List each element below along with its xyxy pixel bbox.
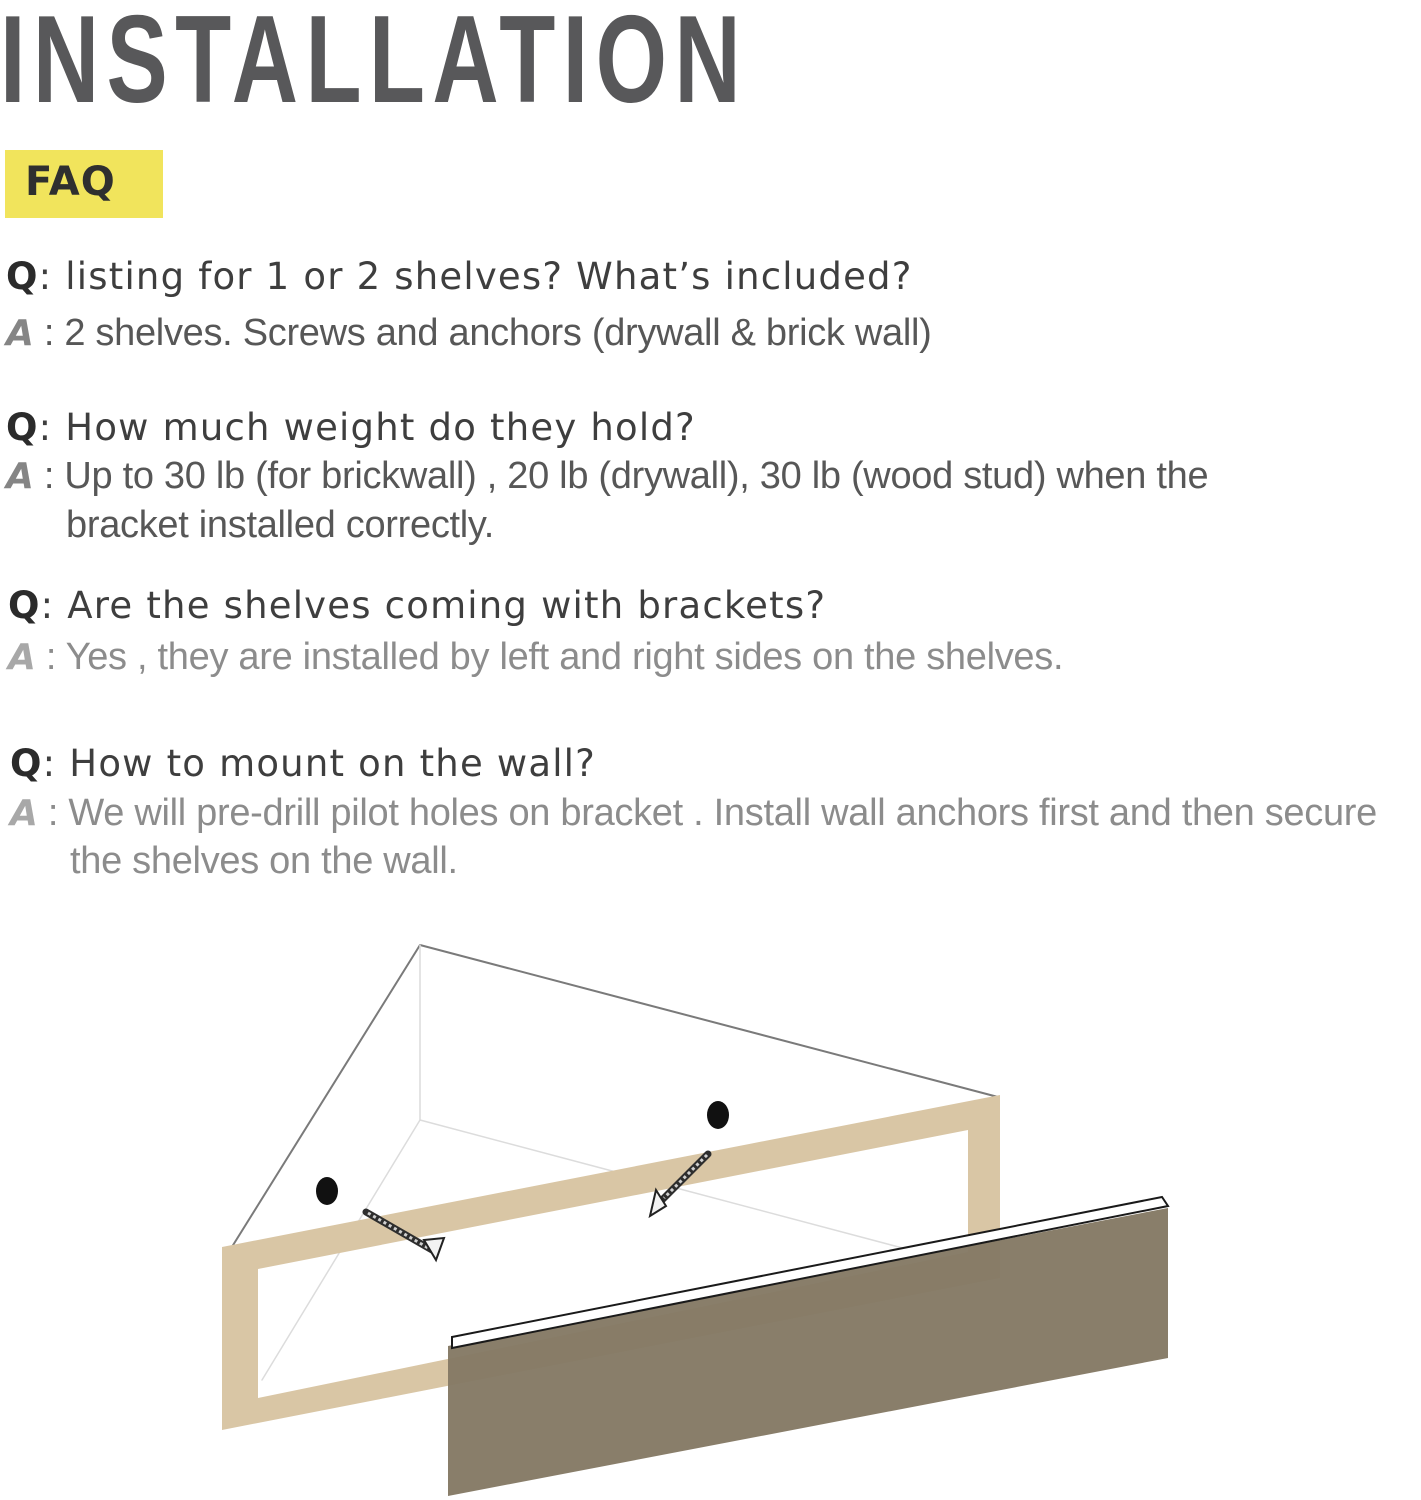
question-marker: Q — [10, 742, 43, 785]
answer-text: Up to 30 lb (for brickwall) , 20 lb (drywall), 30 lb (wood stud) when the — [64, 455, 1209, 497]
faq-answer-2-continued: bracket installed correctly. — [66, 504, 495, 546]
faq-answer-4: A : We will pre-drill pilot holes on bracket . Install wall anchors first and then secure — [10, 792, 1377, 834]
shelf-board — [448, 1197, 1168, 1496]
faq-question-2: Q: How much weight do they hold? — [6, 406, 696, 449]
answer-marker: A — [10, 793, 38, 834]
faq-answer-3: A : Yes , they are installed by left and right sides on the shelves. — [8, 636, 1064, 678]
answer-marker: A — [6, 456, 34, 497]
answer-text: Yes , they are installed by left and right sides on the shelves. — [65, 636, 1064, 678]
faq-question-3: Q: Are the shelves coming with brackets? — [8, 584, 827, 627]
pilot-hole-right — [707, 1101, 729, 1129]
pilot-hole-left — [316, 1177, 338, 1205]
question-text: Are the shelves coming with brackets? — [67, 584, 827, 627]
faq-question-4: Q: How to mount on the wall? — [10, 742, 596, 785]
faq-answer-2: A : Up to 30 lb (for brickwall) , 20 lb (drywall), 30 lb (wood stud) when the — [6, 455, 1209, 497]
answer-text: We will pre-drill pilot holes on bracket . Install wall anchors first and then secure — [68, 792, 1377, 834]
answer-marker: A — [8, 637, 36, 678]
question-marker: Q — [6, 255, 39, 298]
faq-answer-1: A : 2 shelves. Screws and anchors (drywall & brick wall) — [6, 312, 932, 354]
faq-badge — [5, 150, 163, 218]
answer-marker: A — [6, 313, 34, 354]
faq-answer-4-continued: the shelves on the wall. — [70, 840, 458, 882]
page-title: INSTALLATION — [0, 0, 749, 129]
faq-badge-label: FAQ — [25, 159, 116, 205]
question-text: listing for 1 or 2 shelves? What’s included? — [65, 255, 913, 298]
answer-text: 2 shelves. Screws and anchors (drywall & brick wall) — [64, 312, 932, 354]
faq-question-1: Q: listing for 1 or 2 shelves? What’s included? — [6, 255, 913, 298]
question-marker: Q — [8, 584, 41, 627]
question-marker: Q — [6, 406, 39, 449]
installation-diagram — [0, 900, 1421, 1500]
question-text: How to mount on the wall? — [69, 742, 596, 785]
question-text: How much weight do they hold? — [65, 406, 696, 449]
